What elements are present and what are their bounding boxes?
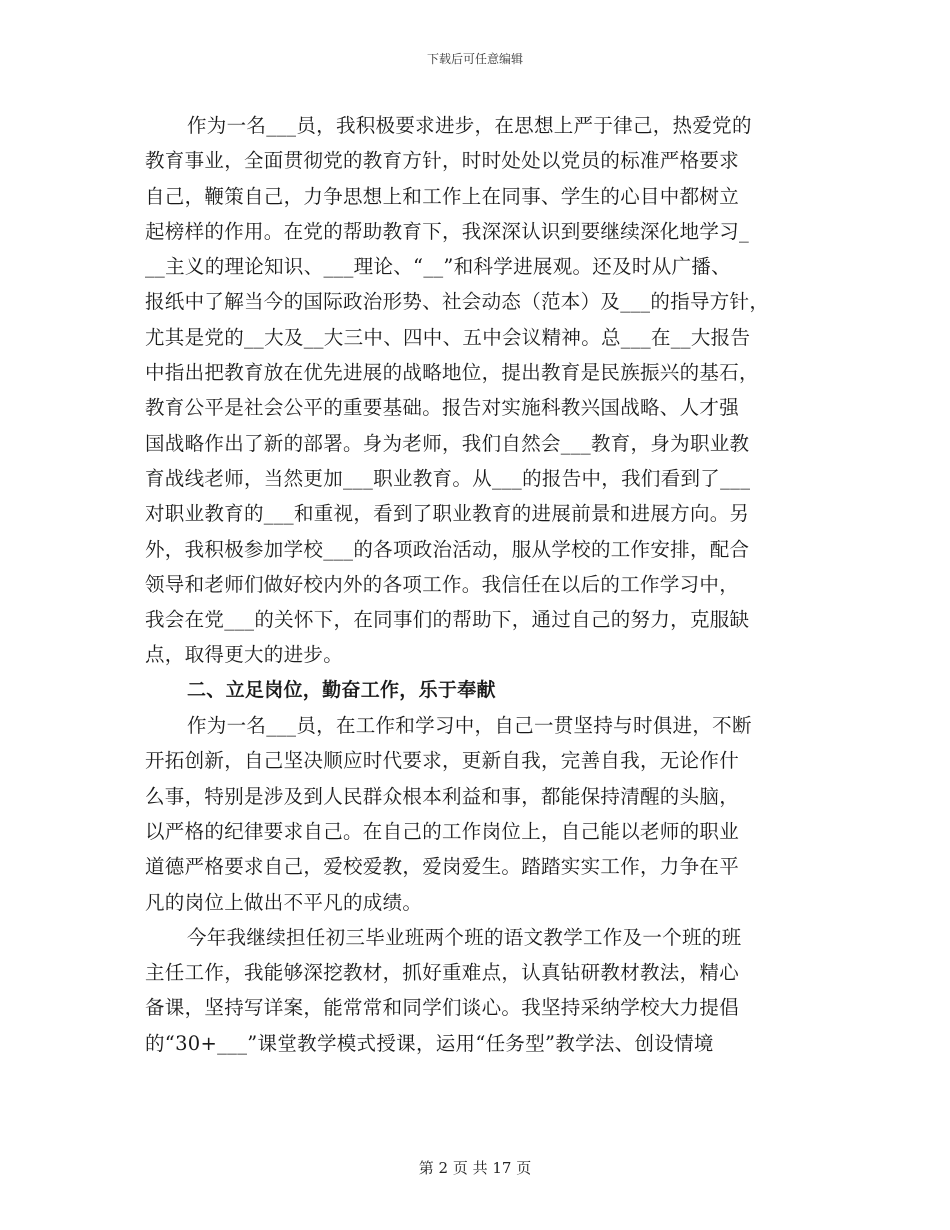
paragraph-line: 的“30+___”课堂教学模式授课，运用“任务型”教学法、创设情境 [145, 1031, 714, 1055]
paragraph-line: 作为一名___员，我积极要求进步，在思想上严于律己，热爱党的 [187, 114, 752, 137]
document-body [145, 108, 820, 1061]
paragraph-line: 尤其是党的__大及__大三中、四中、五中会议精神。总___在__大报告 [145, 325, 751, 349]
paragraph-line: 起榜样的作用。在党的帮助教育下，我深深认识到要继续深化地学习_ [145, 219, 750, 243]
paragraph-line: 道德严格要求自己，爱校爱教，爱岗爱生。踏踏实实工作，力争在平 [145, 855, 740, 879]
paragraph-line: 中指出把教育放在优先进展的战略地位，提出教育是民族振兴的基石， [145, 361, 759, 385]
paragraph-line: 自己，鞭策自己，力争思想上和工作上在同事、学生的心目中都树立 [145, 184, 740, 208]
paragraph-line: 开拓创新，自己坚决顺应时代要求，更新自我，完善自我，无论作什 [145, 749, 740, 773]
paragraph-line: 备课，坚持写详案，能常常和同学们谈心。我坚持采纳学校大力提倡 [145, 996, 740, 1020]
paragraph-line: 点，取得更大的进步。 [145, 643, 344, 667]
paragraph-line: 么事，特别是涉及到人民群众根本利益和事，都能保持清醒的头脑， [145, 784, 740, 808]
page-header: 下载后可任意编辑 [426, 52, 523, 66]
paragraph-line: 教育公平是社会公平的重要基础。报告对实施科教兴国战略、人才强 [145, 396, 740, 420]
page-number: 第 2 页 共 17 页 [418, 1159, 532, 1177]
paragraph-line: 报纸中了解当今的国际政治形势、社会动态（范本）及___的指导方针， [145, 290, 770, 314]
paragraph-line: 领导和老师们做好校内外的各项工作。我信任在以后的工作学习中， [145, 572, 740, 596]
paragraph-line: 凡的岗位上做出不平凡的成绩。 [145, 890, 423, 914]
paragraph-line: 国战略作出了新的部署。身为老师，我们自然会___教育，身为职业教 [145, 431, 750, 455]
paragraph-line: 对职业教育的___和重视，看到了职业教育的进展前景和进展方向。另 [145, 502, 750, 526]
paragraph-line: __主义的理论知识、___理论、“__”和科学进展观。还及时从广播、 [145, 255, 731, 279]
paragraph-line: 主任工作，我能够深挖教材，抓好重难点，认真钻研教材教法，精心 [145, 961, 740, 985]
paragraph-line: 育战线老师，当然更加___职业教育。从___的报告中，我们看到了___ [145, 466, 751, 490]
paragraph-line: 今年我继续担任初三毕业班两个班的语文教学工作及一个班的班 [187, 925, 742, 949]
section-heading: 二、立足岗位，勤奋工作，乐于奉献 [187, 678, 496, 701]
paragraph-line: 我会在党___的关怀下，在同事们的帮助下，通过自己的努力，克服缺 [145, 608, 750, 632]
paragraph-line: 外，我积极参加学校___的各项政治活动，服从学校的工作安排，配合 [145, 537, 750, 561]
paragraph-line: 作为一名___员，在工作和学习中，自己一贯坚持与时俱进，不断 [187, 714, 752, 738]
paragraph-line: 教育事业，全面贯彻党的教育方针，时时处处以党员的标准严格要求 [145, 149, 740, 173]
paragraph-line: 以严格的纪律要求自己。在自己的工作岗位上，自己能以老师的职业 [145, 819, 740, 843]
